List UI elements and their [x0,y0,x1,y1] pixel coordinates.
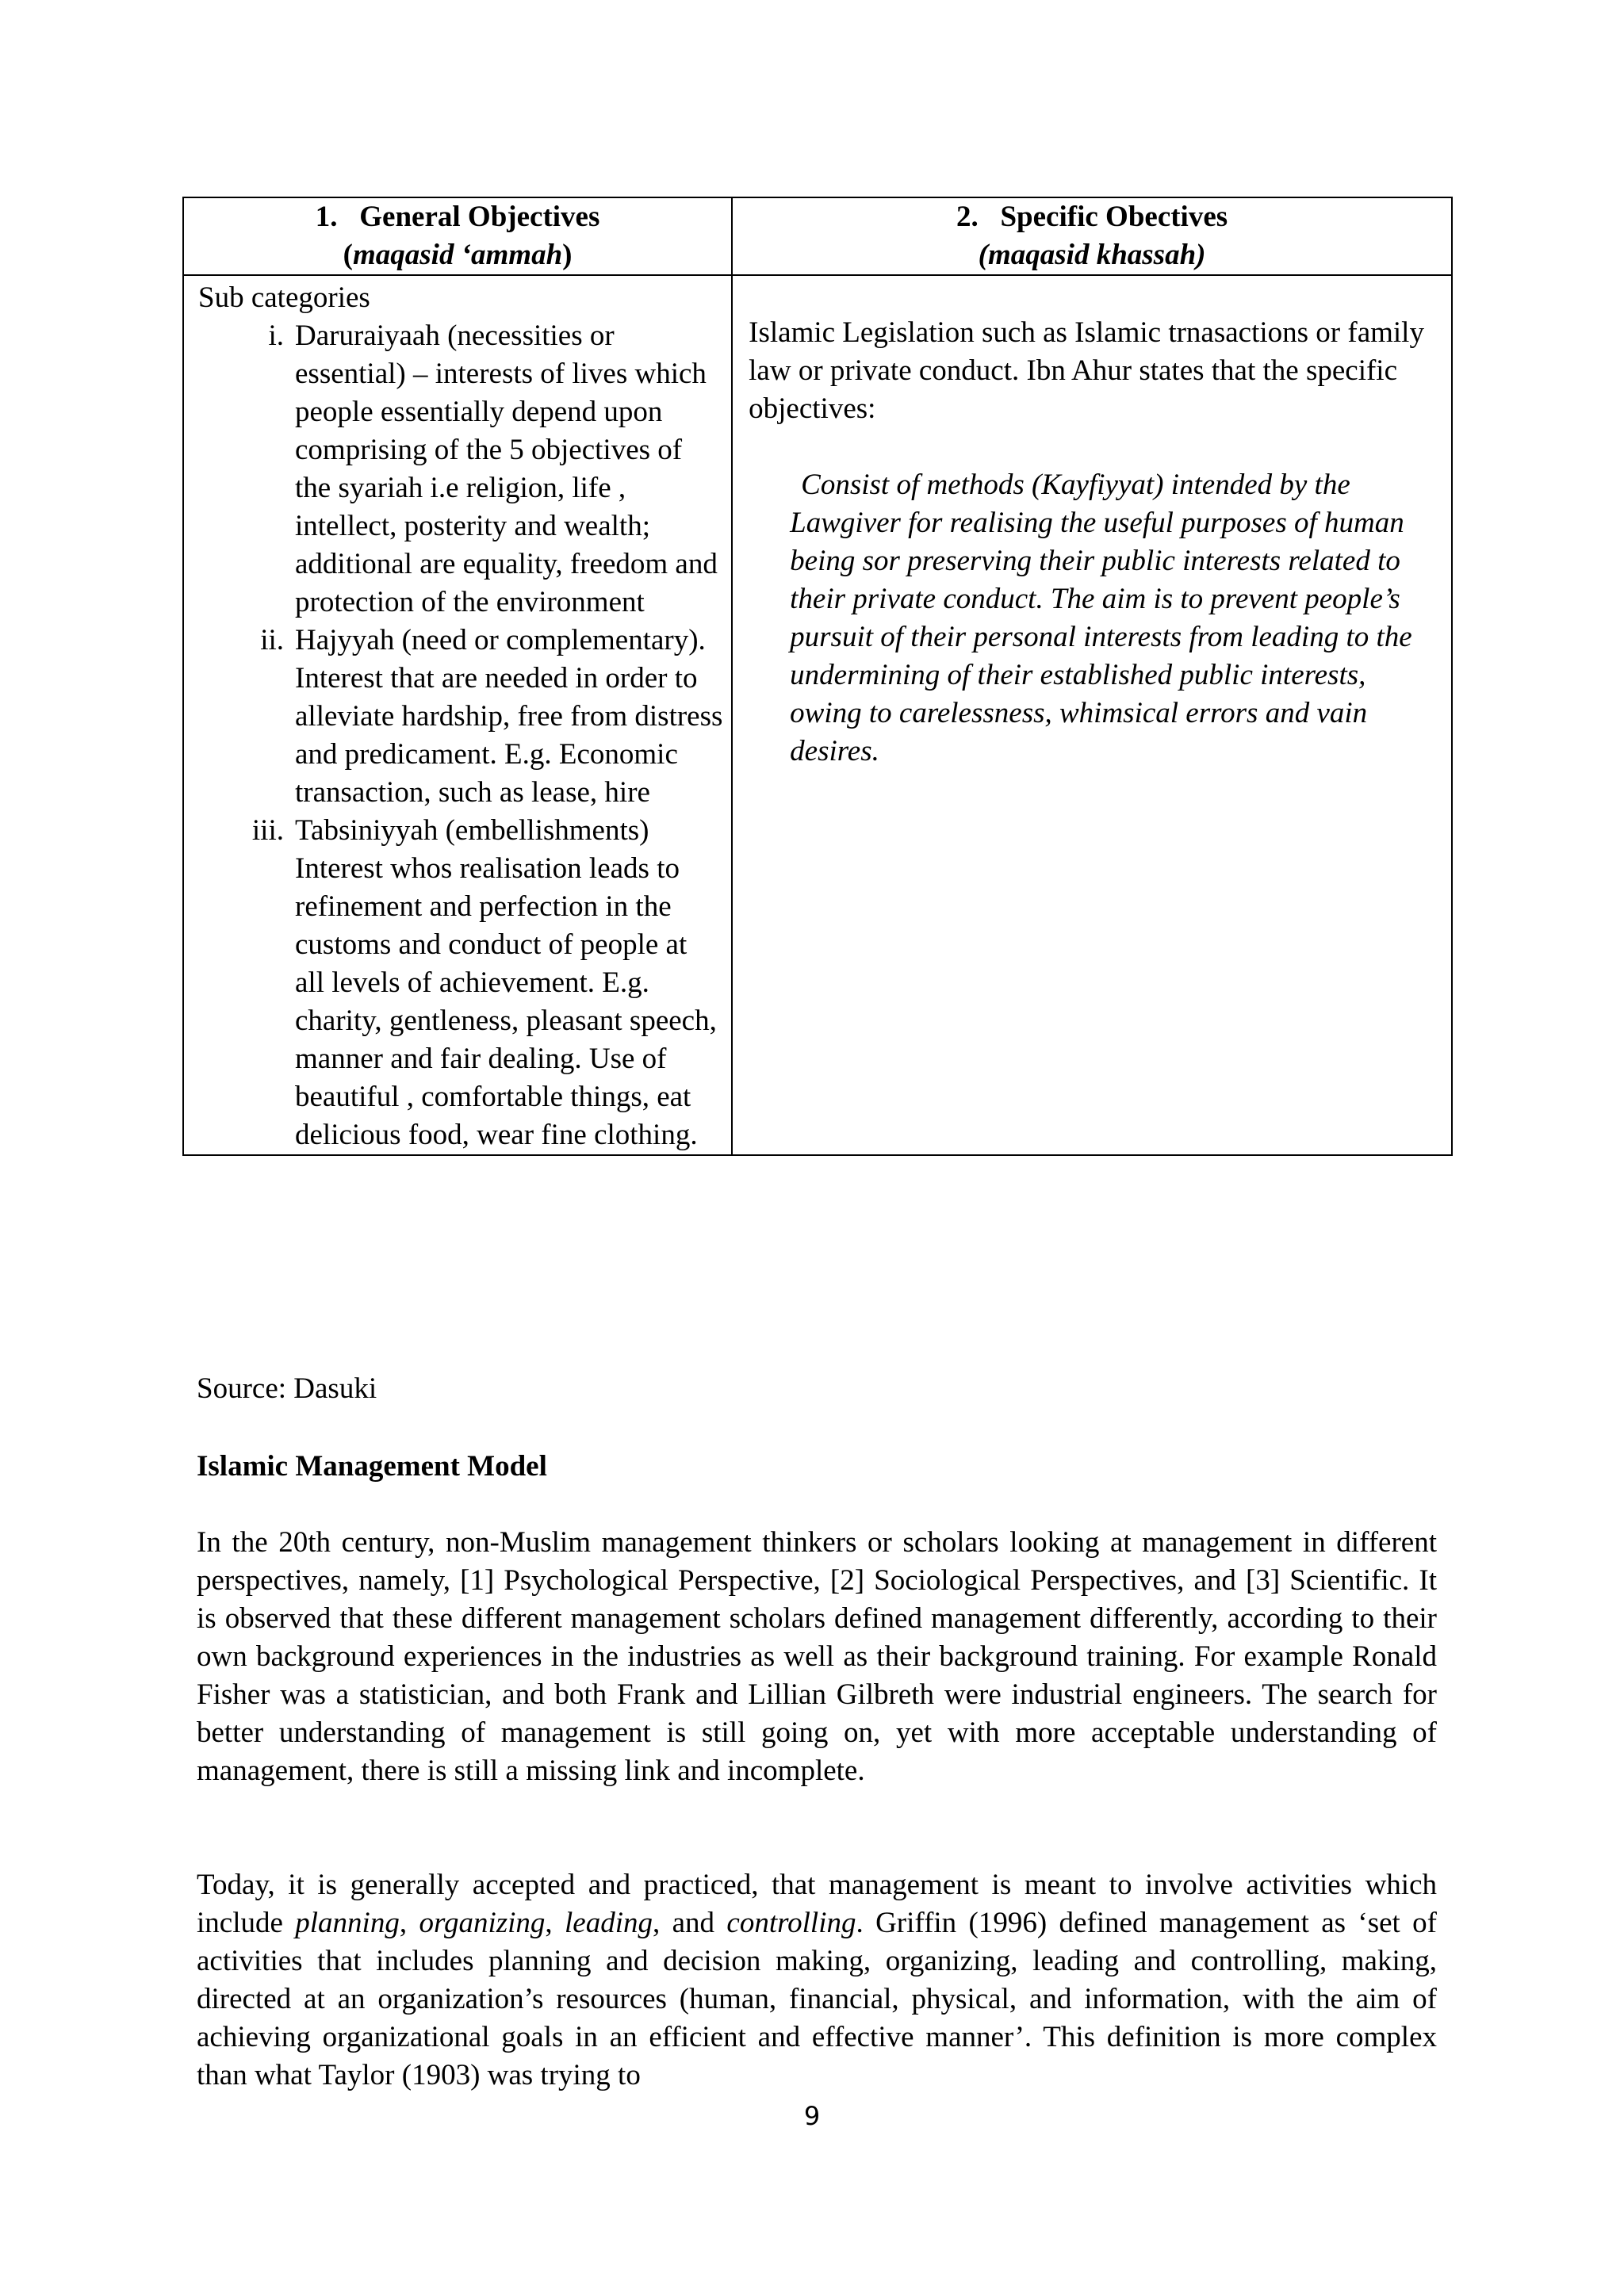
specific-objectives-intro: Islamic Legislation such as Islamic trnasactions or family law or private conduct. Ibn Ahur states that the specific objectives: [749,316,1424,425]
list-item-text: Daruraiyaah (necessities or essential) – interests of lives which people essentially depend upon comprising of the 5 objectives of the syariah i.e religion, life , intellect, posterity and wealth; additional are equality, freedom and protection of the environment [295,320,718,618]
emphasis-leading: leading [565,1907,653,1939]
specific-objectives-header [732,197,1452,275]
page-number: 9 [803,2101,821,2131]
general-objectives-header [183,197,732,275]
specific-objectives-quote: Consist of methods (Kayfiyyat) intended by the Lawgiver for realising the useful purposes of human being sor preserving their public interests related to their private conduct. The aim is to prevent people’s pursuit of their personal interests from leading to the undermining of their established public interests, owing to carelessness, whimsical errors and vain desires. [790,469,1412,767]
text-run: . Griffin (1996) defined management as ‘set of activities that includes planning and decision making, organizing, leading and controlling, making, directed at an organization’s resources (human, financial, physical, and information, with the aim of achieving organizational goals in an efficient and effective manner’. This definition is more complex than what Taylor (1903) was trying to [197,1907,1437,2091]
list-item-number: ii. [260,624,284,656]
header-subtitle: maqasid ‘ammah [352,239,563,271]
header-number: 1. [315,201,338,233]
header-title: Specific Obectives [1000,201,1228,233]
emphasis-planning: planning [295,1907,400,1939]
list-item-number: iii. [251,814,284,847]
list-item [198,622,723,812]
table-header-row [183,197,1452,275]
list-item [198,812,723,1154]
objectives-table [182,197,1453,1156]
table-body-row [183,275,1452,1155]
paragraph-1: In the 20th century, non-Muslim management thinkers or scholars looking at management in different perspectives, namely, [1] Psychological Perspective, [2] Sociological Perspectives, and [3] Scientific. It is observed that these different management scholars defined management differently, according to their own background experiences in the industries as well as their background training. For example Ronald Fisher was a statistician, and both Frank and Lillian Gilbreth were industrial engineers. The search for better understanding of management is still going on, yet with more acceptable understanding of management, there is still a missing link and incomplete. [197,1526,1437,1787]
list-item-number: i. [268,320,284,352]
emphasis-organizing: organizing [419,1907,546,1939]
general-objectives-cell [183,275,732,1155]
header-number: 2. [956,201,979,233]
list-item-text: Hajyyah (need or complementary). Interest that are needed in order to alleviate hardship, free from distress and predicament. E.g. Economic transaction, such as lease, hire [295,624,723,809]
section-heading: Islamic Management Model [197,1450,547,1483]
table-source: Source: Dasuki [197,1372,377,1405]
text-run: , [545,1907,565,1939]
list-item [198,317,723,622]
header-title: General Objectives [359,201,600,233]
header-subtitle: (maqasid khassah) [978,239,1206,271]
paren-close: ) [562,239,573,271]
text-run: Today, it is generally accepted and practiced, that management is meant to involve activities which include [197,1869,1437,1939]
paragraph-2 [197,1866,1437,2095]
objectives-list [198,317,723,1154]
text-run: , and [653,1907,727,1939]
specific-objectives-cell [732,275,1452,1155]
list-item-text: Tabsiniyyah (embellishments) Interest whos realisation leads to refinement and perfection in the customs and conduct of people at all levels of achievement. E.g. charity, gentleness, pleasant speech, manner and fair dealing. Use of beautiful , comfortable things, eat delicious food, wear fine clothing. [295,814,717,1151]
paren-open: ( [343,239,353,271]
text-run: , [399,1907,419,1939]
emphasis-controlling: controlling [726,1907,856,1939]
sub-categories-label: Sub categories [198,281,370,314]
